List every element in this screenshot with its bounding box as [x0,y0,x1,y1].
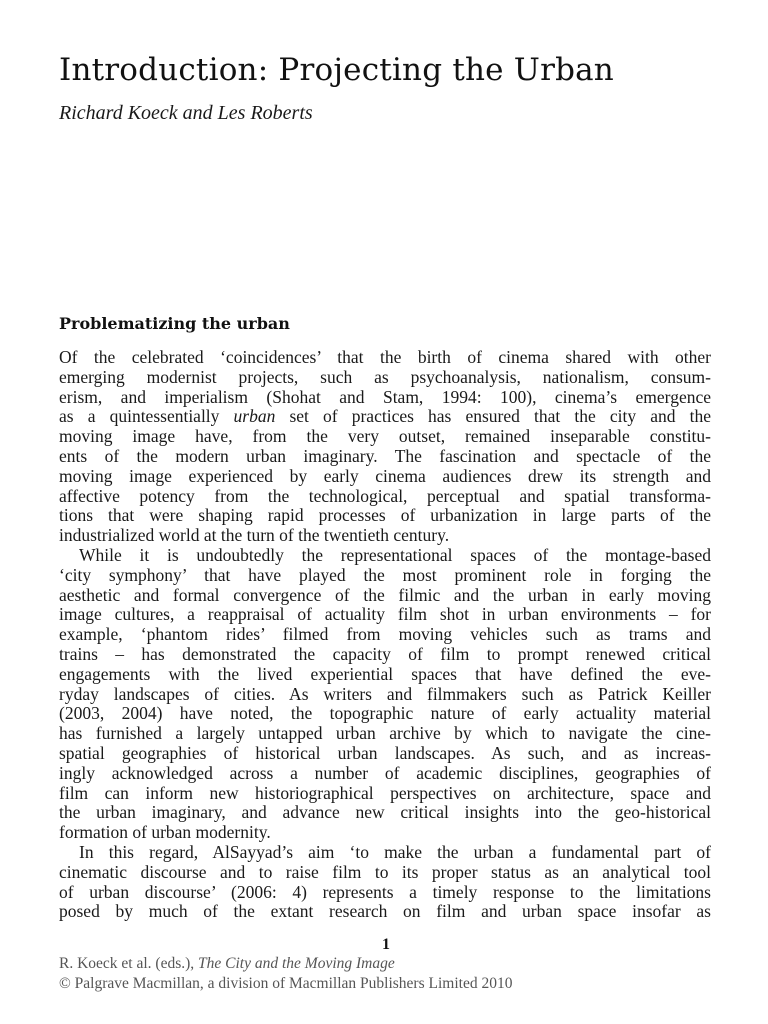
text-line: tions that were shaping rapid processes of urbanization in large parts of the [59,505,711,526]
text-line: engagements with the lived experiential spaces that have defined the eve- [59,663,711,684]
chapter-title: Introduction: Projecting the Urban [59,52,614,88]
page-number [0,935,768,955]
text-line: ryday landscapes of cities. As writers and filmmakers such as Patrick Keiller [59,683,711,704]
text-line: moving image have, from the very outset, remained inseparable constitu- [59,426,711,447]
body-text [59,348,711,922]
chapter-authors: Richard Koeck and Les Roberts [59,102,313,124]
text-line: moving image experienced by early cinema audiences drew its strength and [59,465,711,486]
source-prefix: R. Koeck et al. (eds.), [59,955,199,972]
text-line: emerging modernist projects, such as psychoanalysis, nationalism, consum- [59,366,711,387]
text-span: as a quintessentially [59,406,234,427]
text-line: erism, and imperialism (Shohat and Stam, 1994: 100), cinema’s emergence [59,386,711,407]
text-line: Of the celebrated ‘coincidences’ that the birth of cinema shared with other [59,347,711,367]
text-line: the urban imaginary, and advance new critical insights into the geo-historical [59,802,711,823]
paragraph-1 [59,348,711,546]
text-span: set of practices has ensured that the city and the [275,406,711,427]
text-line: (2003, 2004) have noted, the topographic nature of early actuality material [59,703,711,724]
text-line: ingly acknowledged across a number of academic disciplines, geographies of [59,762,711,783]
text-line: ents of the modern urban imaginary. The fascination and spectacle of the [59,445,711,466]
text-line: aesthetic and formal convergence of the filmic and the urban in early moving [59,584,711,605]
text-line: affective potency from the technological, perceptual and spatial transforma- [59,485,711,506]
source-citation [59,954,395,974]
text-line: industrialized world at the turn of the twentieth century. [59,525,450,546]
section-heading: Problematizing the urban [59,314,290,333]
text-line: ‘city symphony’ that have played the most prominent role in forging the [59,564,711,585]
text-line-with-emphasis [59,407,711,427]
text-line: has furnished a largely untapped urban archive by which to navigate the cine- [59,723,711,744]
emphasized-word: urban [233,406,276,427]
text-line: image cultures, a reappraisal of actuality film shot in urban environments – for [59,604,711,625]
copyright-notice: © Palgrave Macmillan, a division of Macmillan Publishers Limited 2010 [59,975,513,992]
text-line: In this regard, AlSayyad’s aim ‘to make the urban a fundamental part of [79,841,711,862]
text-line: While it is undoubtedly the representational spaces of the montage-based [79,544,711,565]
page-number-value: 1 [382,936,390,953]
paragraph-3 [59,843,711,922]
text-line: cinematic discourse and to raise film to its proper status as an analytical tool [59,861,711,882]
text-line: film can inform new historiographical perspectives on architecture, space and [59,782,711,803]
source-book-title: The City and the Moving Image [198,955,395,972]
text-line: example, ‘phantom rides’ filmed from moving vehicles such as trams and [59,624,711,645]
text-line: of urban discourse’ (2006: 4) represents a timely response to the limitations [59,881,711,902]
text-line: formation of urban modernity. [59,822,271,843]
text-line: trains – has demonstrated the capacity of film to prompt renewed critical [59,643,711,664]
text-line: spatial geographies of historical urban landscapes. As such, and as increas- [59,742,711,763]
text-line: posed by much of the extant research on film and urban space insofar as [59,901,711,922]
paragraph-2 [59,546,711,843]
